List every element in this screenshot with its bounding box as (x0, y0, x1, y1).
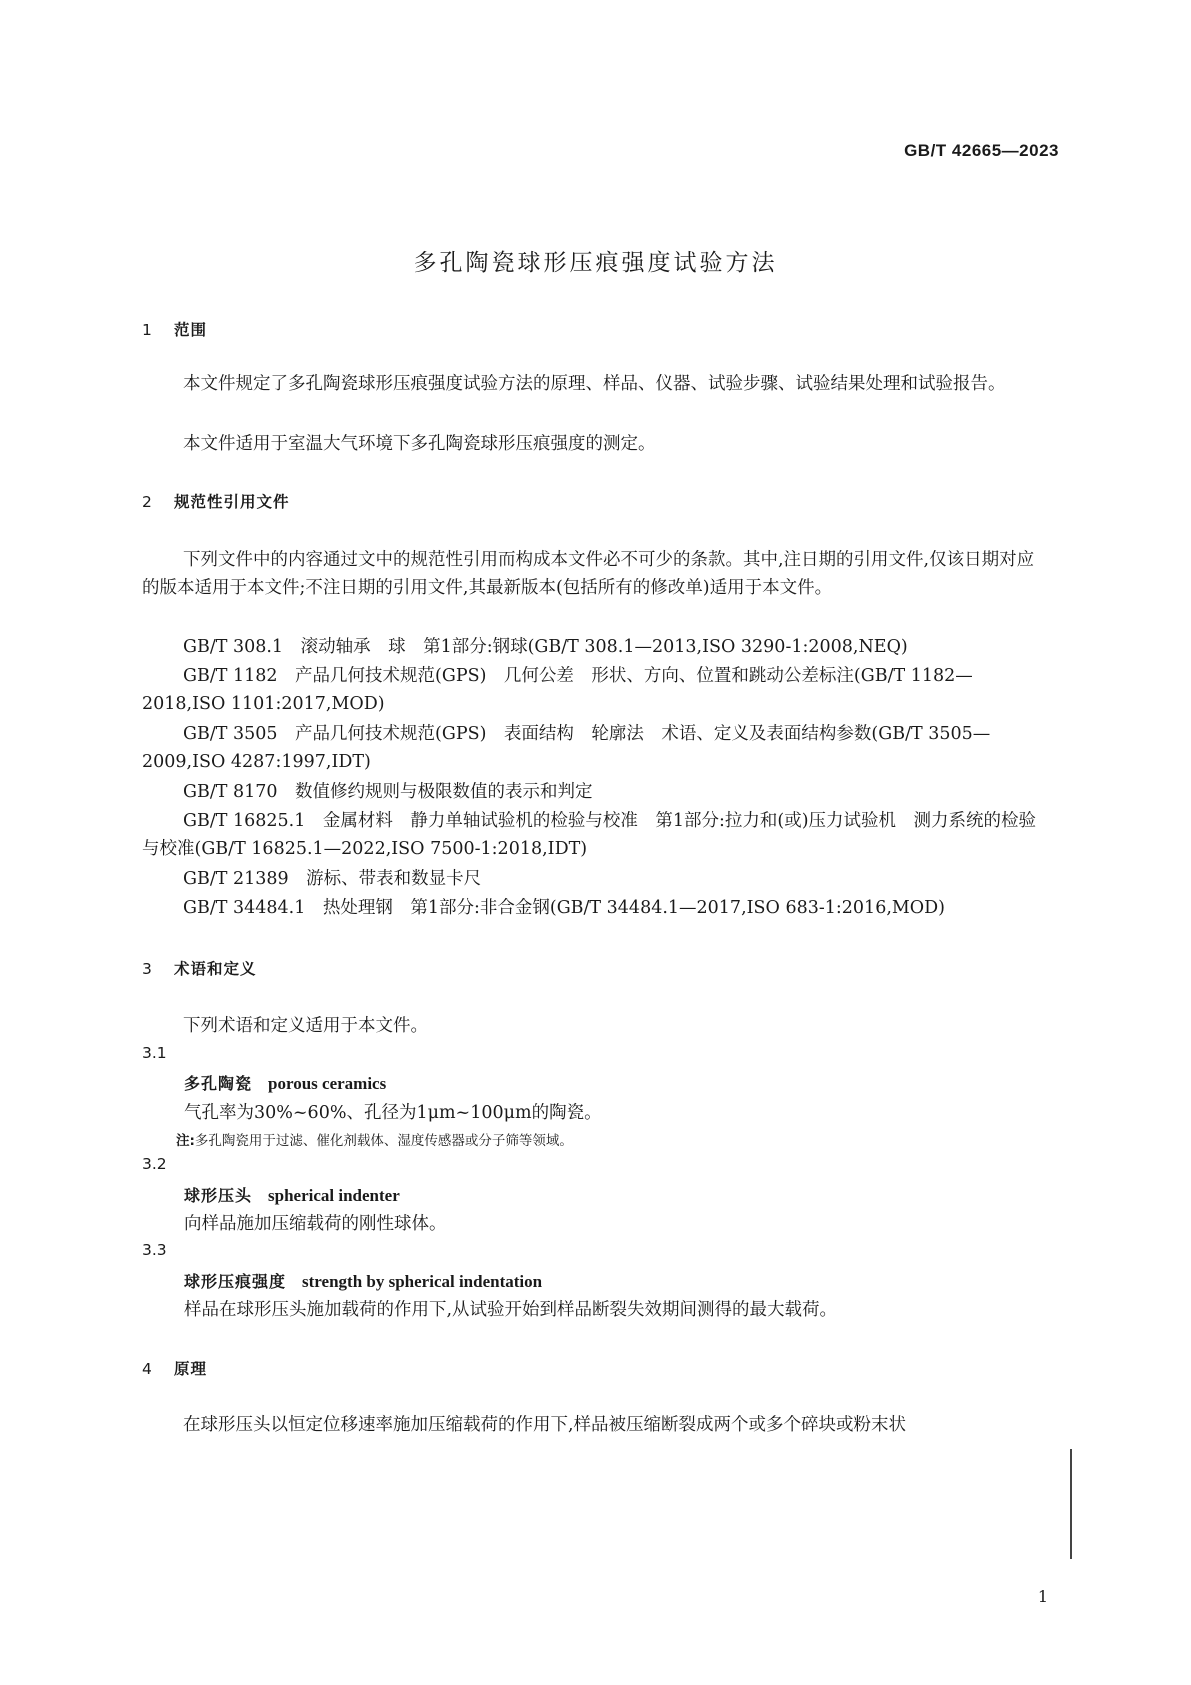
section-1-heading (142, 318, 207, 340)
term-definition: 向样品施加压缩载荷的刚性球体。 (184, 1214, 447, 1234)
term-en: spherical indenter (268, 1186, 400, 1205)
note-label: 注: (176, 1133, 195, 1149)
terms-intro: 下列术语和定义适用于本文件。 (183, 1016, 428, 1036)
reference-item: GB/T 16825.1 金属材料 静力单轴试验机的检验与校准 第1部分:拉力和(或)压力试验机 测力系统的检验与校准(GB/T 16825.1—2022,ISO 7500-1:2018,IDT) (142, 811, 1037, 859)
term-heading (184, 1183, 400, 1206)
section-title: 范围 (174, 321, 208, 339)
term-zh: 球形压头 (184, 1186, 253, 1205)
note-text: 多孔陶瓷用于过滤、催化剂载体、湿度传感器或分子筛等领域。 (194, 1133, 573, 1149)
reference-item: GB/T 3505 产品几何技术规范(GPS) 表面结构 轮廓法 术语、定义及表面结构参数(GB/T 3505—2009,ISO 4287:1997,IDT) (142, 724, 991, 772)
change-bar (1070, 1449, 1072, 1559)
page-number: 1 (1037, 1587, 1048, 1606)
section-3-heading (142, 957, 257, 979)
term-note (176, 1129, 573, 1149)
term-heading (184, 1071, 386, 1094)
normative-intro: 下列文件中的内容通过文中的规范性引用而构成本文件必不可少的条款。其中,注日期的引用文件,仅该日期对应的版本适用于本文件;不注日期的引用文件,其最新版本(包括所有的修改单)适用于本文件。 (142, 550, 1035, 598)
section-title: 规范性引用文件 (174, 493, 290, 511)
document-title: 多孔陶瓷球形压痕强度试验方法 (413, 250, 778, 276)
section-number: 3 (142, 960, 153, 978)
reference-item: GB/T 8170 数值修约规则与极限数值的表示和判定 (183, 782, 593, 802)
reference-item: GB/T 34484.1 热处理钢 第1部分:非合金钢(GB/T 34484.1—2017,ISO 683-1:2016,MOD) (183, 898, 946, 918)
section-number: 2 (142, 493, 153, 511)
section-4-heading (142, 1357, 207, 1379)
scope-paragraph-2: 本文件适用于室温大气环境下多孔陶瓷球形压痕强度的测定。 (183, 434, 656, 454)
term-definition: 气孔率为30%~60%、孔径为1μm~100μm的陶瓷。 (184, 1103, 602, 1123)
term-number: 3.3 (142, 1241, 167, 1259)
term-number: 3.2 (142, 1155, 167, 1173)
term-zh: 球形压痕强度 (184, 1272, 287, 1291)
term-number: 3.1 (142, 1044, 167, 1062)
term-definition: 样品在球形压头施加载荷的作用下,从试验开始到样品断裂失效期间测得的最大载荷。 (184, 1300, 838, 1320)
section-2-heading (142, 490, 290, 512)
standard-number: GB/T 42665—2023 (904, 141, 1059, 160)
scope-paragraph-1: 本文件规定了多孔陶瓷球形压痕强度试验方法的原理、样品、仪器、试验步骤、试验结果处理和试验报告。 (183, 374, 1006, 394)
section-title: 原理 (174, 1360, 208, 1378)
term-zh: 多孔陶瓷 (184, 1074, 253, 1093)
reference-item: GB/T 1182 产品几何技术规范(GPS) 几何公差 形状、方向、位置和跳动公差标注(GB/T 1182—2018,ISO 1101:2017,MOD) (142, 666, 973, 714)
reference-item: GB/T 308.1 滚动轴承 球 第1部分:钢球(GB/T 308.1—2013,ISO 3290-1:2008,NEQ) (183, 637, 908, 657)
term-en: porous ceramics (268, 1074, 387, 1093)
term-en: strength by spherical indentation (302, 1272, 543, 1291)
section-number: 1 (142, 321, 153, 339)
section-number: 4 (142, 1360, 153, 1378)
term-heading (184, 1269, 542, 1292)
principle-paragraph: 在球形压头以恒定位移速率施加压缩载荷的作用下,样品被压缩断裂成两个或多个碎块或粉末状 (183, 1415, 907, 1435)
reference-item: GB/T 21389 游标、带表和数显卡尺 (183, 869, 482, 889)
section-title: 术语和定义 (174, 960, 257, 978)
